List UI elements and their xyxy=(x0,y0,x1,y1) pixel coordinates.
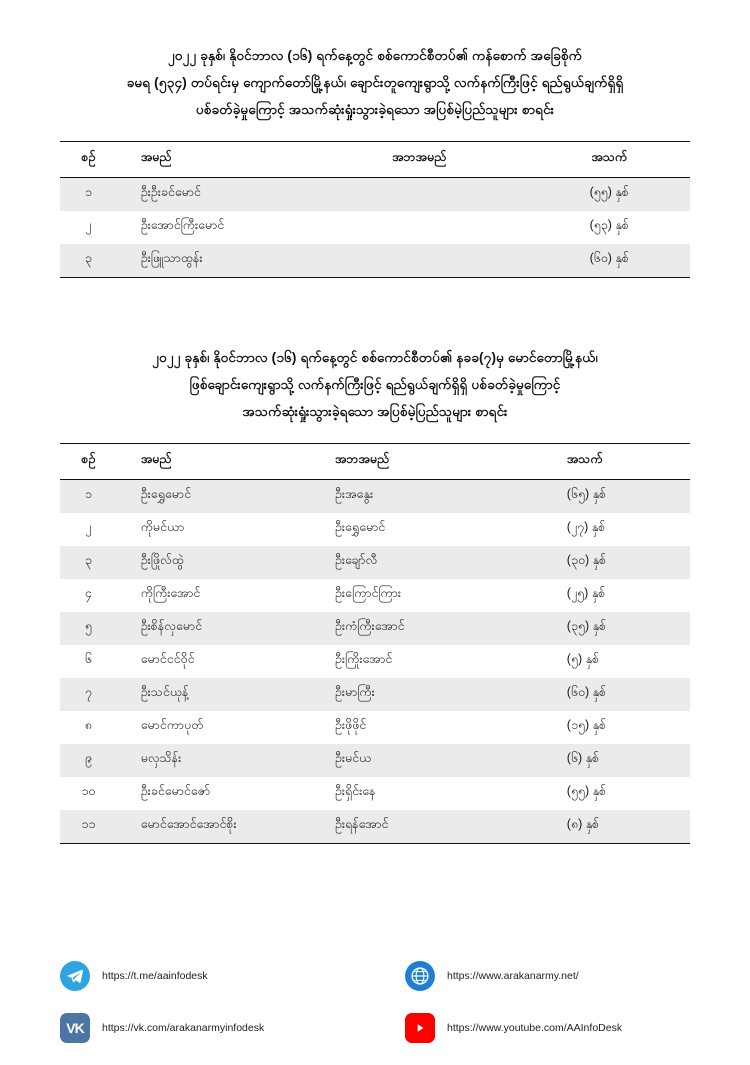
section-2-table-body xyxy=(60,480,690,844)
section-1-title-line-1: ၂၀၂၂ ခုနှစ်၊ နိုဝင်ဘာလ (၁၆) ရက်နေ့တွင် စစ်ကောင်စီတပ်၏ ကန်စောက် အခြေစိုက် xyxy=(167,48,583,63)
cell-age: (၈) နှစ် xyxy=(539,810,690,844)
cell-no: ၂ xyxy=(60,211,117,244)
table-row xyxy=(60,546,690,579)
cell-name: ကိုကြီးအောင် xyxy=(117,579,331,612)
section-2-title-line-1: ၂၀၂၂ ခုနှစ်၊ နိုဝင်ဘာလ (၁၆) ရက်နေ့တွင် စစ်ကောင်စီတပ်၏ နခခ(၇)မှ မောင်တောမြို့နယ်၊ xyxy=(152,350,598,365)
table-row xyxy=(60,612,690,645)
section-2-table xyxy=(60,443,690,844)
table-row xyxy=(60,513,690,546)
section-1-title xyxy=(60,0,690,123)
section-2-title-line-3: အသက်ဆုံးရှုံးသွားခဲ့ရသော အပြစ်မဲ့ပြည်သူများ စာရင်း xyxy=(242,404,508,419)
cell-age: (၁၅) နှစ် xyxy=(539,711,690,744)
cell-name: ကိုမင်ယာ xyxy=(117,513,331,546)
column-header-no: စဉ် xyxy=(60,142,117,178)
cell-father: ဦးဖိုဖိုင် xyxy=(331,711,539,744)
cell-father: ဦးမင်ယ xyxy=(331,744,539,777)
cell-no: ၄ xyxy=(60,579,117,612)
cell-age: (၅၅) နှစ် xyxy=(539,777,690,810)
cell-no: ၁ xyxy=(60,480,117,514)
section-1-table-head xyxy=(60,142,690,178)
cell-no: ၃ xyxy=(60,546,117,579)
cell-no: ၉ xyxy=(60,744,117,777)
cell-father: ဦးချော်လီ xyxy=(331,546,539,579)
cell-name: မောင်ကာပုတ် xyxy=(117,711,331,744)
table-row xyxy=(60,244,690,278)
footer-links xyxy=(60,961,690,1043)
cell-no: ၁၁ xyxy=(60,810,117,844)
cell-father: ဦးရှိင်းနေ xyxy=(331,777,539,810)
cell-father xyxy=(306,178,533,212)
cell-no: ၁ xyxy=(60,178,117,212)
table-row xyxy=(60,678,690,711)
cell-father xyxy=(306,211,533,244)
cell-age: (၃၅) နှစ် xyxy=(539,612,690,645)
cell-father: ဦးရွှေမောင် xyxy=(331,513,539,546)
telegram-url[interactable]: https://t.me/aainfodesk xyxy=(102,970,208,982)
cell-name: မလှသိန်း xyxy=(117,744,331,777)
cell-name: ဦးစိန်လှမောင် xyxy=(117,612,331,645)
section-1-table xyxy=(60,141,690,278)
cell-no: ၇ xyxy=(60,678,117,711)
footer-link-youtube[interactable] xyxy=(375,1013,690,1043)
table-row xyxy=(60,211,690,244)
cell-age: (၅၃) နှစ် xyxy=(532,211,690,244)
cell-father: ဦးမာကြီး xyxy=(331,678,539,711)
column-header-father: အဘအမည် xyxy=(331,444,539,480)
cell-age: (၆) နှစ် xyxy=(539,744,690,777)
cell-age: (၂၇) နှစ် xyxy=(539,513,690,546)
table-header-row xyxy=(60,444,690,480)
table-row xyxy=(60,579,690,612)
cell-age: (၆၅) နှစ် xyxy=(539,480,690,514)
column-header-age: အသက် xyxy=(532,142,690,178)
cell-name: မောင်ငင်ဝိုင် xyxy=(117,645,331,678)
vk-glyph: VK xyxy=(60,1013,90,1043)
cell-age: (၆၀) နှစ် xyxy=(539,678,690,711)
globe-icon xyxy=(405,961,435,991)
youtube-icon xyxy=(405,1013,435,1043)
section-2-table-head xyxy=(60,444,690,480)
cell-age: (၅) နှစ် xyxy=(539,645,690,678)
column-header-age: အသက် xyxy=(539,444,690,480)
cell-father: ဦးကြိုးအောင် xyxy=(331,645,539,678)
column-header-no: စဉ် xyxy=(60,444,117,480)
cell-no: ၂ xyxy=(60,513,117,546)
website-url[interactable]: https://www.arakanarmy.net/ xyxy=(447,970,579,982)
cell-age: (၂၅) နှစ် xyxy=(539,579,690,612)
cell-no: ၅ xyxy=(60,612,117,645)
table-row xyxy=(60,711,690,744)
cell-age: (၆၀) နှစ် xyxy=(532,244,690,278)
cell-age: (၃၀) နှစ် xyxy=(539,546,690,579)
table-row xyxy=(60,744,690,777)
vk-url[interactable]: https://vk.com/arakanarmyinfodesk xyxy=(102,1022,265,1034)
column-header-father: အဘအမည် xyxy=(306,142,533,178)
cell-name: ဦးခင်မောင်ဇော် xyxy=(117,777,331,810)
cell-name: ဦးဖြူသာထွန်း xyxy=(117,244,306,278)
footer-row-1 xyxy=(60,961,690,991)
cell-father: ဦးကြောင်ကြား xyxy=(331,579,539,612)
footer-row-2 xyxy=(60,1013,690,1043)
table-header-row xyxy=(60,142,690,178)
cell-father: ဦးကံကြီးအောင် xyxy=(331,612,539,645)
section-2-title xyxy=(60,322,690,425)
cell-no: ၁၀ xyxy=(60,777,117,810)
cell-father: ဦးအနွေး xyxy=(331,480,539,514)
footer-link-website[interactable] xyxy=(375,961,690,991)
youtube-glyph xyxy=(405,1013,435,1043)
table-row xyxy=(60,777,690,810)
footer-link-vk[interactable] xyxy=(60,1013,375,1043)
cell-name: မောင်အောင်အောင်စိုး xyxy=(117,810,331,844)
section-1-table-body xyxy=(60,178,690,278)
cell-father xyxy=(306,244,533,278)
telegram-icon xyxy=(60,961,90,991)
cell-no: ၃ xyxy=(60,244,117,278)
cell-no: ၈ xyxy=(60,711,117,744)
section-2-title-line-2: ဖြစ်ချောင်းကျေးရွာသို့ လက်နက်ကြီးဖြင့် ရည်ရွယ်ချက်ရှိရှိ ပစ်ခတ်ခဲ့မှုကြောင့် xyxy=(189,377,561,392)
cell-father: ဦးရန်အောင် xyxy=(331,810,539,844)
footer-link-telegram[interactable] xyxy=(60,961,375,991)
column-header-name: အမည် xyxy=(117,142,306,178)
column-header-name: အမည် xyxy=(117,444,331,480)
table-row xyxy=(60,480,690,514)
cell-name: ဦးသင်ယုန့် xyxy=(117,678,331,711)
cell-age: (၅၅) နှစ် xyxy=(532,178,690,212)
cell-no: ၆ xyxy=(60,645,117,678)
section-1-title-line-2: ခမရ (၅၃၄) တပ်ရင်းမှ ကျောက်တော်မြို့နယ်၊ ချောင်းတူကျေးရွာသို့ လက်နက်ကြီးဖြင့် ရည်ရွယ်ချက်ရှိရှိ xyxy=(126,75,624,90)
cell-name: ဦးရွှေမောင် xyxy=(117,480,331,514)
table-row xyxy=(60,645,690,678)
section-1-title-line-3: ပစ်ခတ်ခဲ့မှုကြောင့် အသက်ဆုံးရှုံးသွားခဲ့ရသော အပြစ်မဲ့ပြည်သူများ စာရင်း xyxy=(195,102,555,117)
cell-name: ဦးဦးခင်မောင် xyxy=(117,178,306,212)
table-row xyxy=(60,810,690,844)
table-row xyxy=(60,178,690,212)
cell-name: ဦးအောင်ကြီးမောင် xyxy=(117,211,306,244)
cell-name: ဦးဖြိုလ်ထွဲ xyxy=(117,546,331,579)
youtube-url[interactable]: https://www.youtube.com/AAInfoDesk xyxy=(447,1022,623,1034)
vk-icon xyxy=(60,1013,90,1043)
